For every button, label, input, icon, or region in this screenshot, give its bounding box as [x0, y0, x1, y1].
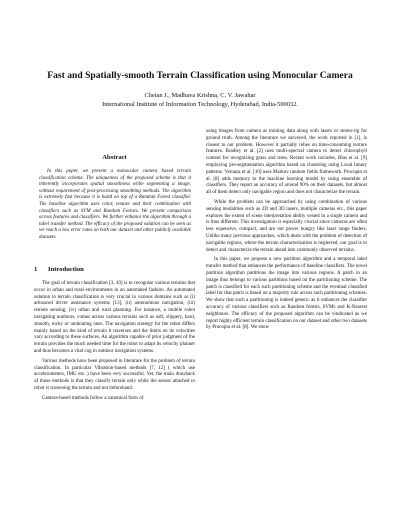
- abstract-heading: Abstract: [102, 154, 127, 161]
- paragraph: Various methods have been proposed in literature for the problem of terrain classification. In particular Vibration-based methods [7, 12] ( which use accelerometers, IMU etc. ) have been very successful. Yet, the main drawback of those methods is that they classify terrain only while the sensor attached to robot is traversing the terrain and not beforehand.: [34, 358, 195, 391]
- paragraph: In this paper, we propose a new partition algorithm and a temporal label transfer method that enhances the performance of baseline classifiers. The novel partition algorithm partitions the image into various regions. A patch in an image thus belongs to various partitions based on the partitioning scheme. The patch is classified for each such partitioning scheme and the eventual classified label for that patch is based on a majority rule across such partitioning schemes. We show that such a partitioning is indeed generic as it enhances the classifier accuracy of various classifiers such as Random forests, SVMs and K-Nearest neighbours. The efficacy of the proposed algorithm can be vindicated as we report highly efficient terrain classification on our dataset and other two datasets by Procopio et al. [8]. We show: [206, 257, 367, 331]
- paper-affiliation: International Institute of Information Technology, Hyderabad, India-500032.: [102, 101, 298, 108]
- abstract-body: [39, 169, 191, 242]
- paragraph: Camera-based methods follow a canonical form of: [42, 395, 144, 401]
- paragraph: using images from camera as training data along with lasers or stereo-rig for ground truth. Among the literature we surveyed, the work reported in [1], is closest to our problem. However it partially relies on time-consuming texture features. Bradley et al. [2] uses multi-spectral camera to detect chlorophyll content for recognizing grass and trees. Recent work includes, Blas et al. [9] employing pre-segmentation algorithm based on clustering using Local binary patterns. Vernaza et al. [10] uses Markov random fields framework. Procopio et al. [8] adds memory to the machine learning model by using ensemble of classifiers. They report an accuracy of around 90% on their datasets, but almost all of them detect only navigable region and does not characterize the terrain.: [206, 129, 367, 196]
- section-heading: [34, 266, 195, 274]
- paragraph: The goal of terrain classification [3, 10] is to recognize various terrains that occur in urban and rural environments in an automated fashion. An automated solution to terrain classification is very crucial in various domains such as (i) advanced driver assistance systems [13], (ii) autonomous navigation, (iii) remote sensing, (iv) urban and rural planning. For instance, a mobile robot navigating outdoors, comes across various terrains such as soft, slippery, hard, smooth, rocky or undulating ones. The navigation strategy for the robot differs mainly based on the kind of terrain it traverses and the limits on its velocities vary according to these surfaces. An algorithm capable of prior judgment of the terrain provides the much needed time for the robot to adapt its velocity planner and thus becomes a vital cog in outdoor navigation systems.: [34, 281, 195, 354]
- paragraph: While the problem can be approached by using combination of various sensing modalities such as 2D and 3D lasers, multiple cameras etc., this paper explores the extent of scene interpretation ability vested in a single camera and is thus different. This investigation is especially crucial since cameras are often less expensive, compact, and are not power hungry like laser range finders. Unlike many previous approaches, which deals with the problem of detection of navigable regions, where the terrain characterization is neglected, our goal is to detect and characterize the terrain ahead into commonly observed terrains.: [206, 199, 367, 253]
- paper-title: Fast and Spatially-smooth Terrain Classification using Monocular Camera: [47, 70, 353, 81]
- section-number: 1: [34, 266, 38, 273]
- section-title: Introduction: [48, 266, 84, 273]
- paper-authors: Chetan J., Madhava Krishna, C. V. Jawahar: [144, 92, 256, 99]
- right-column: [206, 129, 367, 332]
- left-column: [34, 281, 195, 403]
- abstract-text: In this paper, we present a monocular camera based terrain classification scheme. The uniqueness of the proposed scheme is that it inherently incorporates spatial smoothness while segmenting a image, without requirement of post-processing smoothing methods. The algorithm is extremely fast because it is build on top of a Random Forest classifier. The baseline algorithm uses color, texture and their combination with classifiers such as SVM and Random Forests. We present comparison across features and classifiers. We further enhance the algorithm through a label transfer method. The efficacy of the proposed solution can be seen as we reach a low error rates on both our dataset and other publicly available datasets.: [39, 169, 191, 240]
